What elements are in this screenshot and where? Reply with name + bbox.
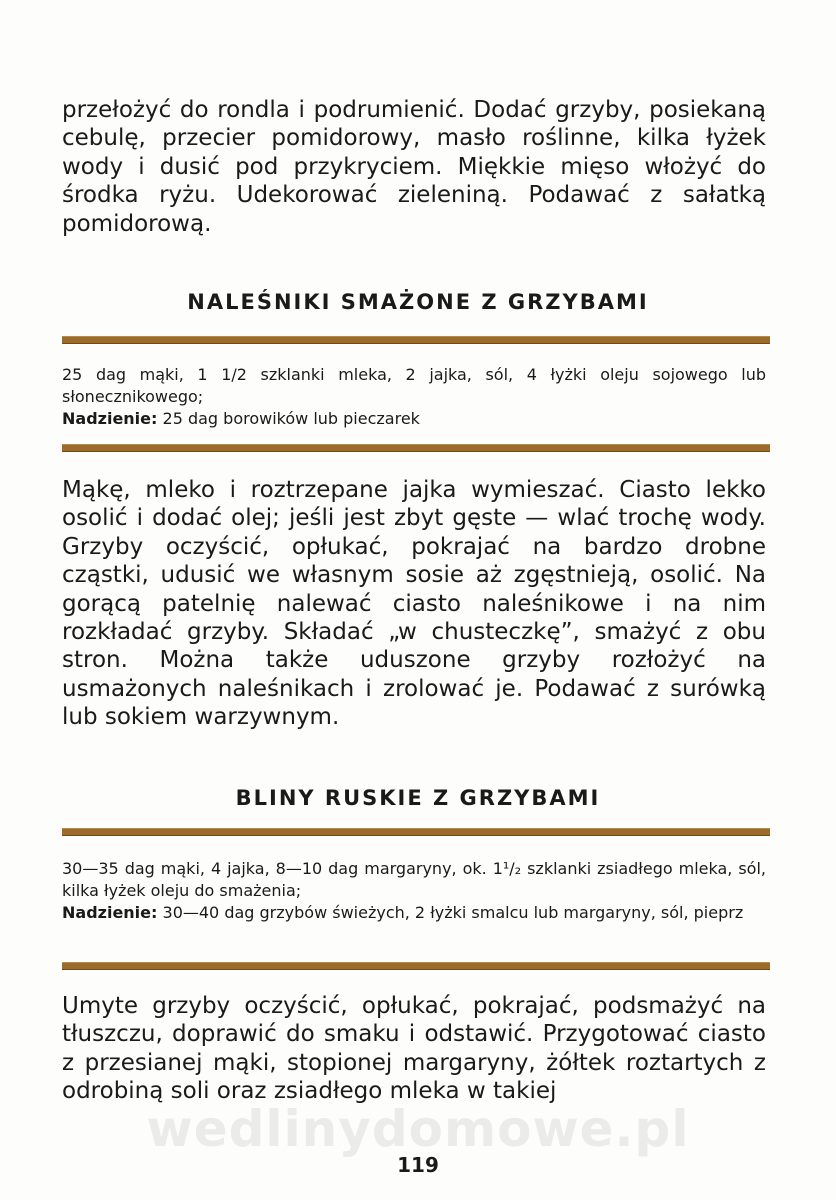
recipe1-method: Mąkę, mleko i roztrzepane jajka wymieszać. Ciasto lekko osolić i dodać olej; jeśli jest zbyt gęste — wlać trochę wody. Grzyby oczyścić, opłukać, pokrajać na bardzo drobne cząstki, udusić we własnym sosie aż zgęstnieją, osolić. Na gorącą patelnię nalewać ciasto naleśnikowe i na nim rozkładać grzyby. Składać „w chusteczkę”, smażyć z obu stron. Można także uduszone grzyby rozłożyć na usmażonych naleśnikach i zrolować je. Podawać z surówką lub sokiem warzywnym. bbox=[62, 477, 766, 731]
site-watermark: wedlinydomowe.pl bbox=[146, 1100, 690, 1158]
recipe1-top-rule bbox=[62, 336, 770, 344]
recipe2-method: Umyte grzyby oczyścić, opłukać, pokrajać, podsmażyć na tłuszczu, doprawić do smaku i odstawić. Przygotować ciasto z przesianej mąki, stopionej margaryny, żółtek roztartych z odrobiną soli oraz zsiadłego mleka w takiej bbox=[62, 993, 766, 1105]
recipe1-filling-label: Nadzienie: bbox=[62, 409, 158, 428]
recipe2-top-rule bbox=[62, 828, 770, 836]
recipe2-filling-label: Nadzienie: bbox=[62, 903, 158, 922]
recipe2-ingredients bbox=[62, 858, 766, 924]
recipe1-filling-text: 25 dag borowików lub pieczarek bbox=[162, 409, 420, 428]
recipe2-filling-text: 30—40 dag grzybów świeżych, 2 łyżki smalcu lub margaryny, sól, pieprz bbox=[162, 903, 744, 922]
recipe1-ingredients-text: 25 dag mąki, 1 1/2 szklanki mleka, 2 jajka, sól, 4 łyżki oleju sojowego lub słonecznikowego; bbox=[62, 365, 766, 406]
recipe1-title: NALEŚNIKI SMAŻONE Z GRZYBAMI bbox=[187, 290, 649, 314]
intro-paragraph: przełożyć do rondla i podrumienić. Dodać grzyby, posiekaną cebulę, przecier pomidorowy, masło roślinne, kilka łyżek wody i dusić pod przykryciem. Miękkie mięso włożyć do środka ryżu. Udekorować zieleniną. Podawać z sałatką pomidorową. bbox=[62, 97, 766, 237]
recipe1-ingredients bbox=[62, 364, 766, 430]
recipe2-ingredients-text: 30—35 dag mąki, 4 jajka, 8—10 dag margaryny, ok. 1¹/₂ szklanki zsiadłego mleka, sól, kilka łyżek oleju do smażenia; bbox=[62, 859, 766, 900]
recipe2-bottom-rule bbox=[62, 962, 770, 970]
recipe2-title: BLINY RUSKIE Z GRZYBAMI bbox=[235, 786, 601, 810]
recipe1-bottom-rule bbox=[62, 444, 770, 452]
page-number: 119 bbox=[397, 1153, 439, 1177]
